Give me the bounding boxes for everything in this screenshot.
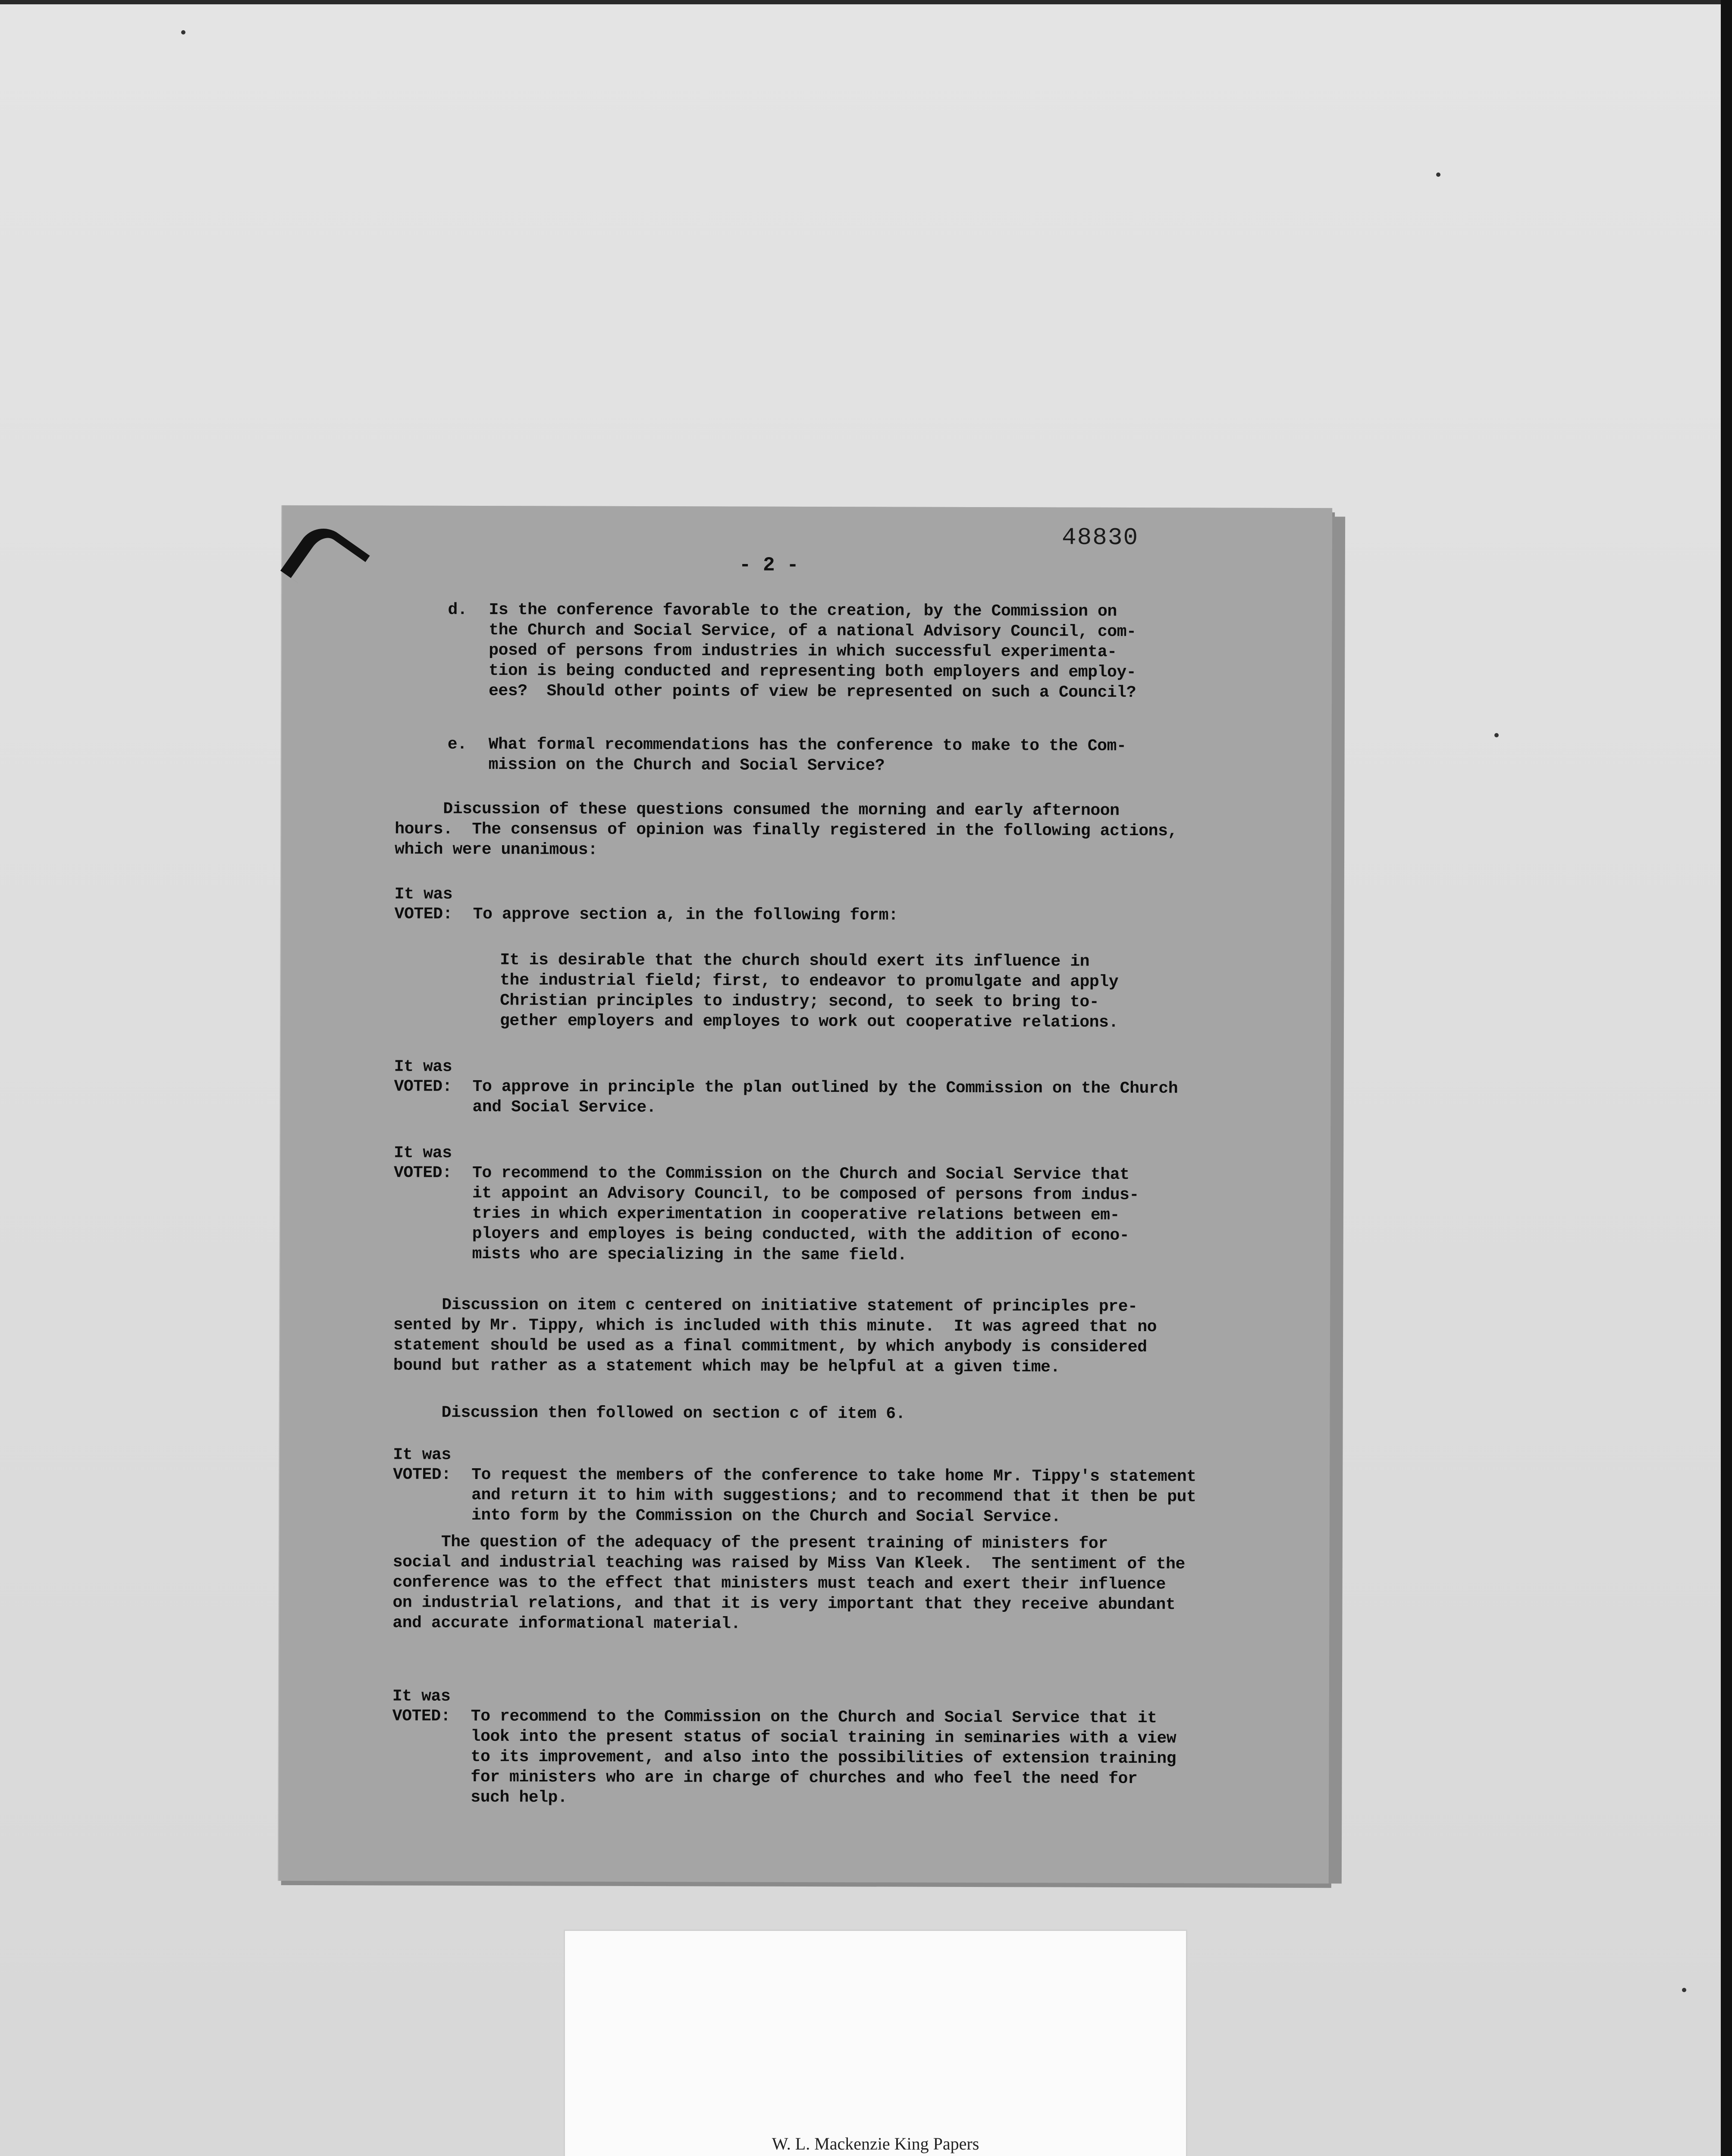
typed-line: statement should be used as a final commitment, by which anybody is considered [393,1336,1147,1357]
typed-line: for ministers who are in charge of churches and who feel the need for [471,1767,1138,1789]
typed-line: hours. The consensus of opinion was finally registered in the following actions, [395,820,1177,841]
collection-card [565,1931,1186,2156]
typed-line: posed of persons from industries in which successful experimenta- [489,641,1117,661]
typed-line: the Church and Social Service, of a national Advisory Council, com- [489,621,1136,642]
speck [1494,733,1499,737]
section-c-paragraph: Discussion then followed on section c of item 6. [393,1403,906,1423]
typed-line: such help. [471,1788,568,1807]
typed-line: and return it to him with suggestions; and to recommend that it then be put [471,1485,1196,1507]
typed-line: mission on the Church and Social Service? [488,755,885,775]
typed-line: It is desirable that the church should exert its influence in [500,951,1090,971]
film-edge-top [0,0,1732,4]
item-d-label: d. [448,600,468,619]
typed-line: Is the conference favorable to the creation, by the Commission on [489,601,1117,621]
vote1-it-was: It was [394,885,453,904]
typed-line: ees? Should other points of view be represented on such a Council? [488,682,1136,702]
typed-line: look into the present status of social training in seminaries with a view [471,1727,1177,1748]
vote3-it-was: It was [394,1144,452,1163]
speck [1682,1988,1686,1992]
typed-document-page [279,505,1332,1883]
typed-line: To recommend to the Commission on the Church and Social Service that [472,1163,1130,1184]
speck [181,30,185,34]
typed-line: bound but rather as a statement which may be helpful at a given time. [393,1356,1060,1377]
typed-line: tion is being conducted and representing both employers and employ- [489,661,1136,682]
vote4-it-was: It was [393,1445,451,1464]
vote1-voted: VOTED: [394,905,453,924]
vote5-it-was: It was [392,1687,451,1706]
typed-line: To approve in principle the plan outlined by the Commission on the Church [472,1077,1178,1098]
typed-line: To request the members of the conference to take home Mr. Tippy's statement [471,1465,1196,1486]
typed-line: What formal recommendations has the conference to make to the Com- [488,735,1126,755]
typed-line: To approve section a, in the following form: [473,905,898,925]
typed-line: The question of the adequacy of the present training of ministers for [392,1532,1108,1553]
typed-line: on industrial relations, and that it is very important that they receive abundant [392,1593,1176,1614]
typed-line: social and industrial teaching was raised by Miss Van Kleek. The sentiment of the [392,1553,1185,1574]
typed-line: and Social Service. [472,1097,656,1117]
typed-line: to its improvement, and also into the possibilities of extension training [471,1747,1177,1768]
vote3-voted: VOTED: [394,1163,452,1182]
film-edge-right [1721,0,1732,2156]
typed-line: gether employers and employes to work out cooperative relations. [499,1012,1118,1032]
speck [1436,172,1440,177]
typed-line: and accurate informational material. [392,1614,740,1633]
typed-line: mists who are specializing in the same field. [472,1244,907,1265]
vote4-voted: VOTED: [393,1465,451,1484]
item-e-label: e. [447,735,467,754]
typed-line: into form by the Commission on the Church and Social Service. [471,1506,1061,1526]
page-number: - 2 - [739,554,799,577]
typed-line: which were unanimous: [395,840,598,859]
vote5-voted: VOTED: [392,1707,451,1726]
vote2-it-was: It was [394,1057,452,1076]
typed-line: tries in which experimentation in cooperative relations between em- [472,1204,1120,1225]
vote2-voted: VOTED: [394,1077,452,1096]
typed-line: conference was to the effect that ministers must teach and exert their influence [392,1573,1166,1594]
typed-line: it appoint an Advisory Council, to be composed of persons from indus- [472,1184,1139,1205]
paperclip-shadow [280,518,370,608]
typed-line: Discussion on item c centered on initiative statement of principles pre- [393,1295,1138,1316]
typed-line: Discussion of these questions consumed the morning and early afternoon [395,799,1120,820]
typed-line: sented by Mr. Tippy, which is included with this minute. It was agreed that no [393,1316,1157,1337]
collection-name: W. L. Mackenzie King Papers [772,2134,979,2153]
document-number: 48830 [1061,523,1139,552]
typed-line: Christian principles to industry; second, to seek to bring to- [500,991,1099,1012]
typed-line: To recommend to the Commission on the Church and Social Service that it [471,1707,1157,1728]
typed-line: ployers and employes is being conducted, with the addition of econo- [472,1224,1130,1245]
typed-line: the industrial field; first, to endeavor to promulgate and apply [500,971,1119,991]
